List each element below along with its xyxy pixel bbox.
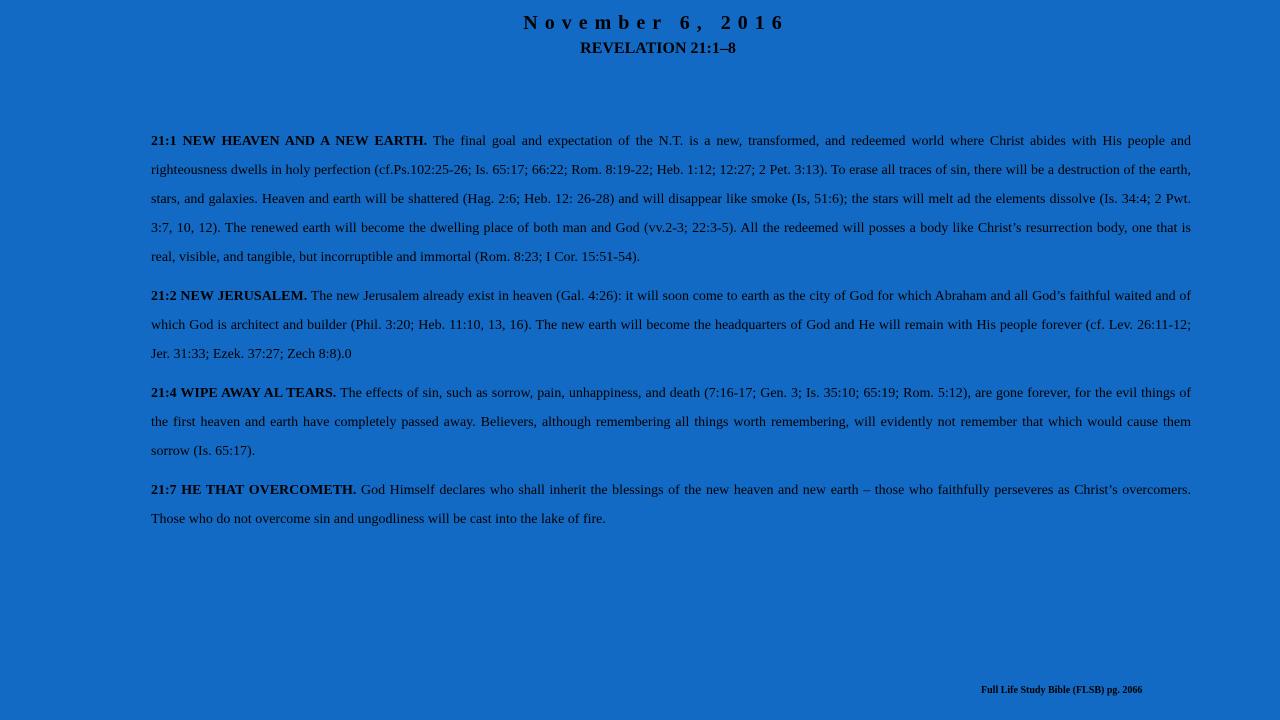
scripture-reference: REVELATION 21:1–8: [580, 40, 736, 57]
commentary-paragraph: [151, 476, 1191, 534]
paragraph-text: The new Jerusalem already exist in heaven (Gal. 4:26): it will soon come to earth as the city of God for which Abraham and all God’s faithful waited and of which God is architect and builder (Phil. 3:20; Heb. 11:10, 13, 16). The new earth will become the headquarters of God and He will remain with His people forever (cf. Lev. 26:11-12; Jer. 31:33; Ezek. 37:27; Zech 8:8).0: [151, 289, 1192, 362]
paragraph-text: The final goal and expectation of the N.T. is a new, transformed, and redeemed world where Christ abides with His people and righteousness dwells in holy perfection (cf.Ps.102:25-26; Is. 65:17; 66:22; Rom. 8:19-22; Heb. 1:12; 12:27; 2 Pet. 3:13). To erase all traces of sin, there will be a destruction of the earth, stars, and galaxies. Heaven and earth will be shattered (Hag. 2:6; Heb. 12: 26-28) and will disappear like smoke (Is, 51:6); the stars will melt ad the elements dissolve (Is. 34:4; 2 Pwt. 3:7, 10, 12). The renewed earth will become the dwelling place of both man and God (vv.2-3; 22:3-5). All the redeemed will posses a body like Christ’s resurrection body, one that is real, visible, and tangible, but incorruptible and immortal (Rom. 8:23; I Cor. 15:51-54).: [151, 134, 1192, 265]
paragraph-heading: 21:1 NEW HEAVEN AND A NEW EARTH.: [151, 134, 428, 149]
paragraph-text: God Himself declares who shall inherit the blessings of the new heaven and new earth – those who faithfully perseveres as Christ’s overcomers. Those who do not overcome sin and ungodliness will be cast into the lake of fire.: [151, 483, 1192, 527]
paragraph-heading: 21:4 WIPE AWAY AL TEARS.: [151, 386, 337, 401]
commentary-body: [151, 127, 1191, 544]
slide-date: November 6, 2016: [523, 12, 789, 34]
commentary-paragraph: [151, 379, 1191, 466]
paragraph-text: The effects of sin, such as sorrow, pain, unhappiness, and death (7:16-17; Gen. 3; Is. 35:10; 65:19; Rom. 5:12), are gone forever, for the evil things of the first heaven and earth have completely passed away. Believers, although remembering all things worth remembering, will evidently not remember that which would cause them sorrow (Is. 65:17).: [151, 386, 1191, 459]
paragraph-heading: 21:2 NEW JERUSALEM.: [151, 289, 308, 304]
source-citation: Full Life Study Bible (FLSB) pg. 2066: [981, 685, 1143, 696]
commentary-paragraph: [151, 282, 1191, 369]
paragraph-heading: 21:7 HE THAT OVERCOMETH.: [151, 483, 357, 498]
commentary-paragraph: [151, 127, 1191, 272]
